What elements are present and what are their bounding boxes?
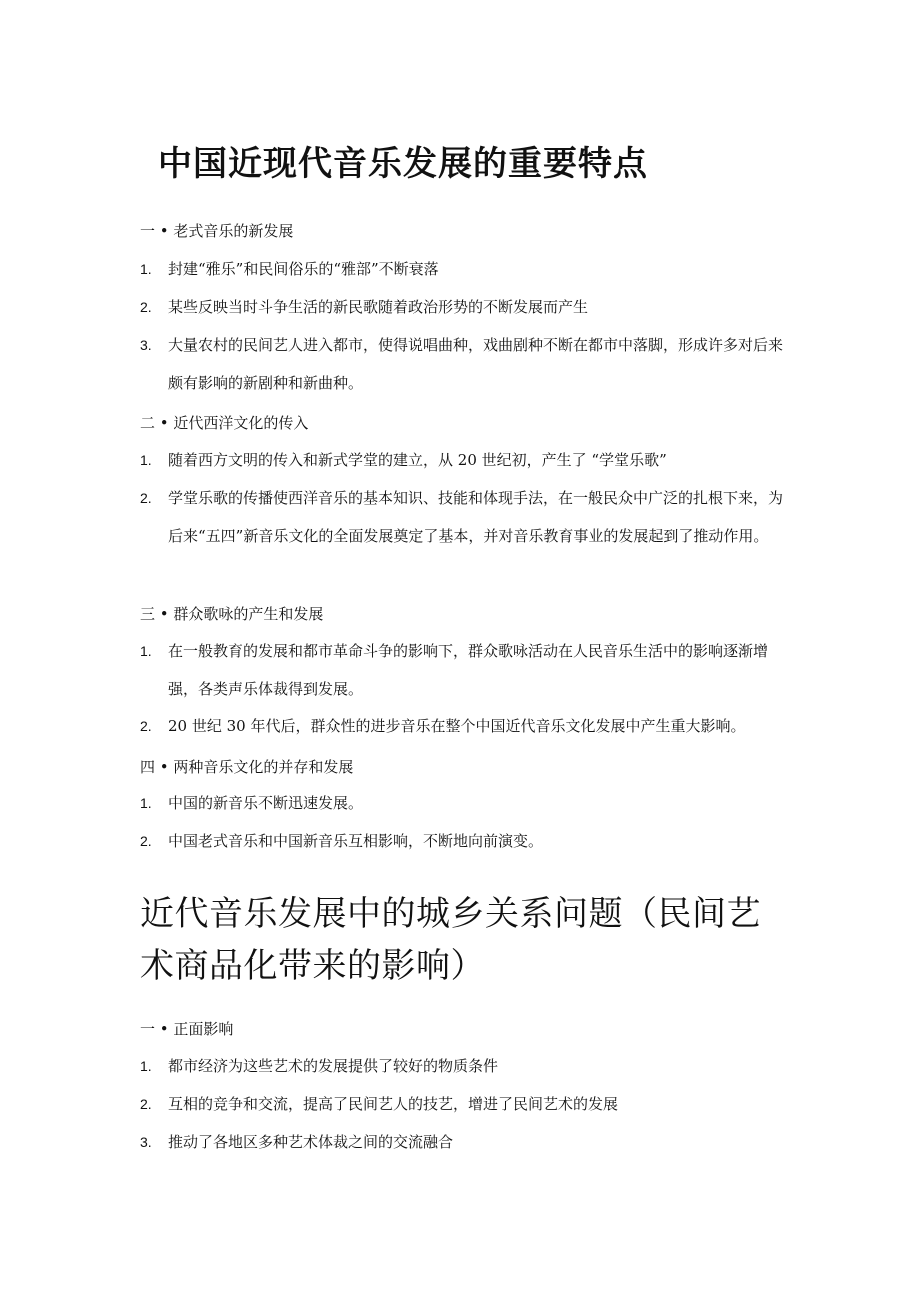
- item-number: 1.: [140, 643, 152, 659]
- list-item: [140, 326, 790, 402]
- item-number: 2.: [140, 833, 152, 849]
- item-text: 中国老式音乐和中国新音乐互相影响，不断地向前演变。: [168, 832, 544, 850]
- item-text: 某些反映当时斗争生活的新民歌随着政治形势的不断发展而产生: [168, 298, 589, 316]
- list-item: [140, 784, 790, 822]
- list-item: [140, 1085, 790, 1123]
- section-heading: 四 • 两种音乐文化的并存和发展: [140, 758, 354, 776]
- item-text: 都市经济为这些艺术的发展提供了较好的物质条件: [168, 1057, 499, 1075]
- item-text: 大量农村的民间艺人进入都市，使得说唱曲种，戏曲剧种不断在都市中落脚，形成许多对后来颇有影响的新剧种和新曲种。: [168, 336, 784, 392]
- item-text: 中国的新音乐不断迅速发展。: [168, 794, 364, 812]
- list-item: [140, 288, 790, 326]
- secondary-title: 近代音乐发展中的城乡关系问题（民间艺术商品化带来的影响）: [140, 894, 761, 986]
- item-number: 2.: [140, 1096, 152, 1112]
- item-number: 1.: [140, 795, 152, 811]
- list-item: [140, 707, 790, 745]
- list-item: [140, 1123, 790, 1161]
- item-text: 学堂乐歌的传播使西洋音乐的基本知识、技能和体现手法，在一般民众中广泛的扎根下来，为后来“五四”新音乐文化的全面发展奠定了基本，并对音乐教育事业的发展起到了推动作用。: [168, 489, 784, 545]
- item-text: 20 世纪 30 年代后，群众性的进步音乐在整个中国近代音乐文化发展中产生重大影响。: [168, 717, 746, 735]
- item-number: 3.: [140, 1134, 152, 1150]
- item-text: 互相的竞争和交流，提高了民间艺人的技艺，增进了民间艺术的发展: [168, 1095, 619, 1113]
- item-number: 2.: [140, 718, 152, 734]
- list-item: [140, 1047, 790, 1085]
- item-number: 2.: [140, 299, 152, 315]
- item-number: 1.: [140, 452, 152, 468]
- item-number: 3.: [140, 337, 152, 353]
- list-item: [140, 479, 790, 555]
- item-text: 推动了各地区多种艺术体裁之间的交流融合: [168, 1133, 454, 1151]
- section-heading: 一 • 老式音乐的新发展: [140, 222, 294, 240]
- item-number: 1.: [140, 1058, 152, 1074]
- section-heading: 二 • 近代西洋文化的传入: [140, 414, 309, 432]
- list-item: [140, 441, 790, 479]
- list-item: [140, 632, 790, 708]
- section-heading: 一 • 正面影响: [140, 1020, 234, 1038]
- item-text: 在一般教育的发展和都市革命斗争的影响下，群众歌咏活动在人民音乐生活中的影响逐渐增强，各类声乐体裁得到发展。: [168, 642, 769, 698]
- list-item: [140, 822, 790, 860]
- item-number: 1.: [140, 261, 152, 277]
- item-text: 随着西方文明的传入和新式学堂的建立，从 20 世纪初，产生了 “学堂乐歌”: [168, 451, 667, 469]
- item-number: 2.: [140, 490, 152, 506]
- item-text: 封建“雅乐”和民间俗乐的“雅部”不断衰落: [168, 260, 439, 278]
- section-heading: 三 • 群众歌咏的产生和发展: [140, 605, 324, 623]
- list-item: [140, 250, 790, 288]
- main-title: 中国近现代音乐发展的重要特点: [158, 144, 648, 184]
